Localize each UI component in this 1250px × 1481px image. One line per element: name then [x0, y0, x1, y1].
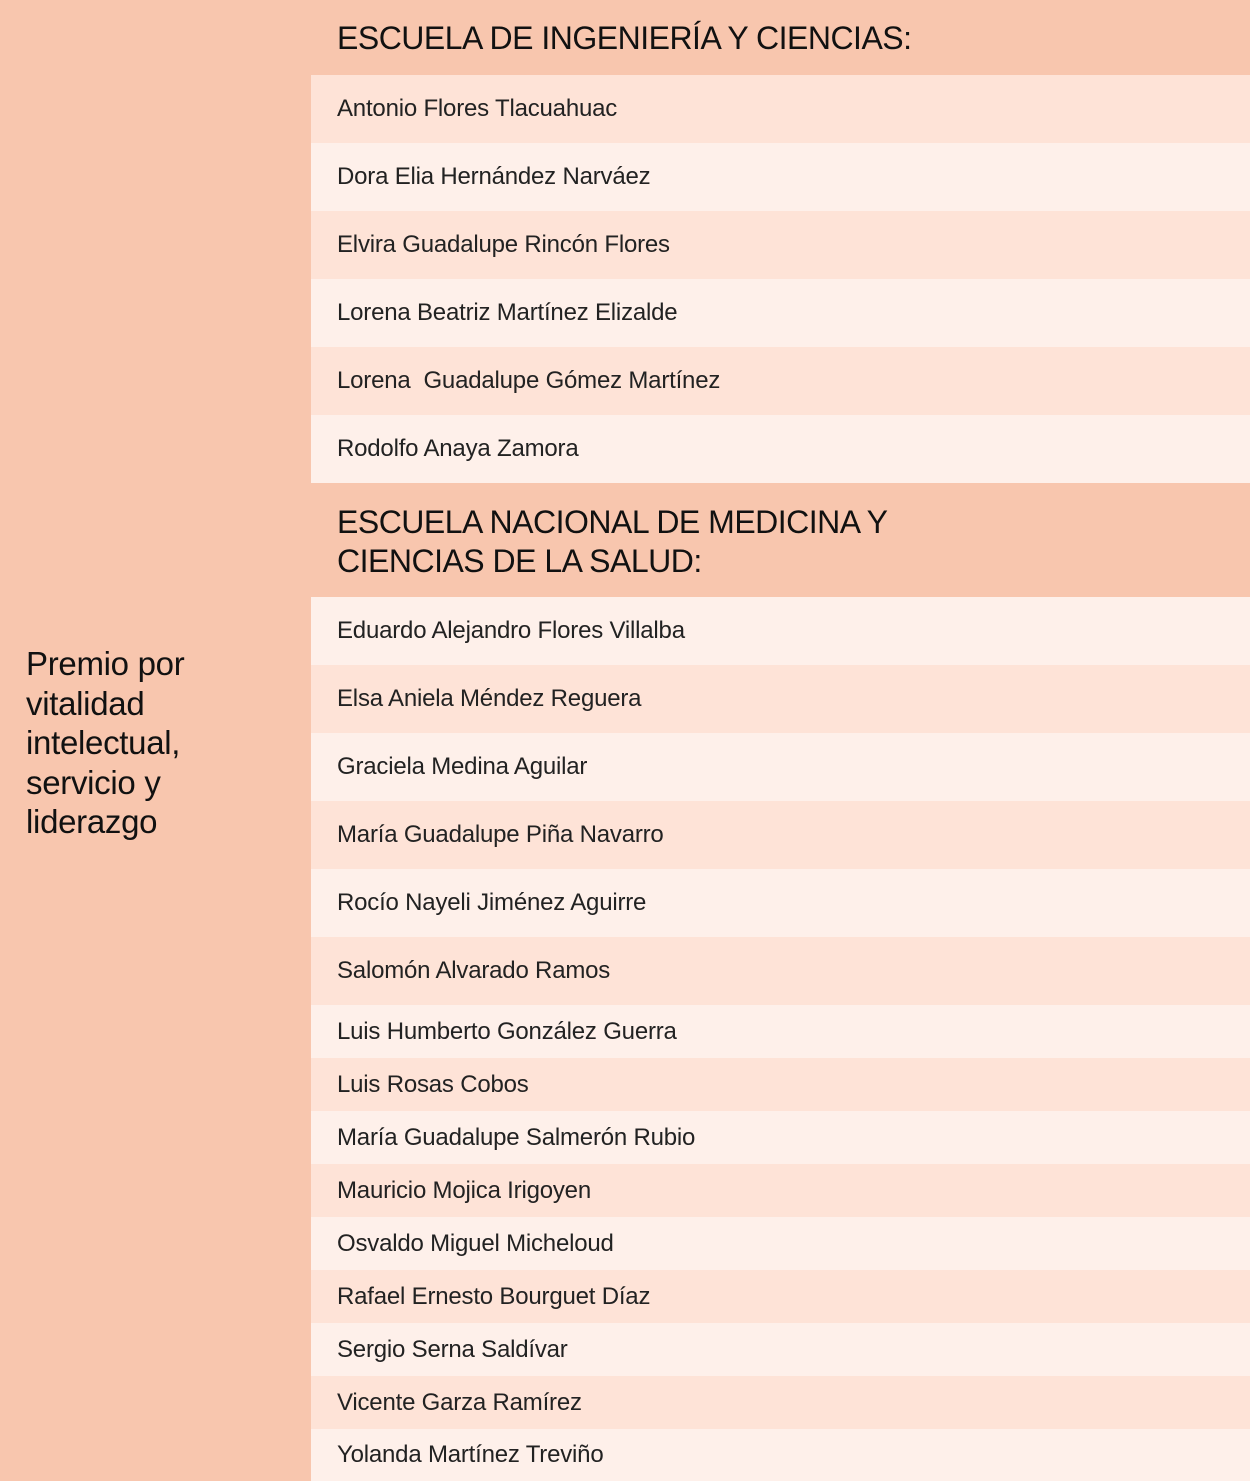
recipient-name: Lorena Guadalupe Gómez Martínez	[337, 367, 721, 394]
section-title: ESCUELA DE INGENIERÍA Y CIENCIAS:	[337, 20, 912, 56]
table-row	[311, 1164, 1250, 1217]
table-row	[311, 1217, 1250, 1270]
recipient-name: Antonio Flores Tlacuahuac	[337, 95, 618, 122]
table-row	[311, 801, 1250, 869]
table-row	[311, 1111, 1250, 1164]
section-title-line2: CIENCIAS DE LA SALUD:	[337, 543, 702, 579]
table-row	[311, 211, 1250, 279]
recipient-name: Rafael Ernesto Bourguet Díaz	[337, 1282, 651, 1310]
recipient-name: Luis Rosas Cobos	[337, 1070, 529, 1098]
table-row	[311, 1270, 1250, 1323]
table-row	[311, 75, 1250, 143]
recipient-name: Rodolfo Anaya Zamora	[337, 435, 579, 462]
recipient-name: Lorena Beatriz Martínez Elizalde	[337, 299, 678, 326]
recipient-name: Elvira Guadalupe Rincón Flores	[337, 231, 670, 258]
recipient-name: María Guadalupe Salmerón Rubio	[337, 1123, 696, 1151]
table-row	[311, 1376, 1250, 1429]
table-row	[311, 1058, 1250, 1111]
recipients-column	[311, 0, 1250, 1481]
recipient-name: Yolanda Martínez Treviño	[337, 1441, 604, 1468]
recipient-name: Eduardo Alejandro Flores Villalba	[337, 617, 685, 644]
section-header-engineering	[311, 0, 1250, 75]
recipient-name: Elsa Aniela Méndez Reguera	[337, 685, 642, 712]
table-row	[311, 1323, 1250, 1376]
category-label: Premio por vitalidad intelectual, servicio y liderazgo	[26, 645, 185, 840]
section-title-line1: ESCUELA NACIONAL DE MEDICINA Y	[337, 504, 888, 540]
category-column	[0, 0, 311, 1481]
table-row	[311, 143, 1250, 211]
recipient-name: Graciela Medina Aguilar	[337, 753, 588, 780]
table-row	[311, 347, 1250, 415]
table-row	[311, 937, 1250, 1005]
recipient-name: Sergio Serna Saldívar	[337, 1335, 568, 1363]
recipient-name: Vicente Garza Ramírez	[337, 1388, 582, 1416]
recipient-name: Luis Humberto González Guerra	[337, 1017, 677, 1045]
table-row	[311, 1429, 1250, 1481]
section-header-medicine	[311, 483, 1250, 597]
table-row	[311, 597, 1250, 665]
recipient-name: Osvaldo Miguel Micheloud	[337, 1229, 614, 1257]
table-row	[311, 733, 1250, 801]
table-row	[311, 279, 1250, 347]
recipient-name: María Guadalupe Piña Navarro	[337, 821, 664, 848]
table-row	[311, 665, 1250, 733]
recipient-name: Rocío Nayeli Jiménez Aguirre	[337, 889, 647, 916]
table-row	[311, 415, 1250, 483]
table-row	[311, 869, 1250, 937]
recipient-name: Dora Elia Hernández Narváez	[337, 163, 651, 190]
recipient-name: Salomón Alvarado Ramos	[337, 957, 611, 984]
table-row	[311, 1005, 1250, 1058]
recipient-name: Mauricio Mojica Irigoyen	[337, 1176, 591, 1204]
